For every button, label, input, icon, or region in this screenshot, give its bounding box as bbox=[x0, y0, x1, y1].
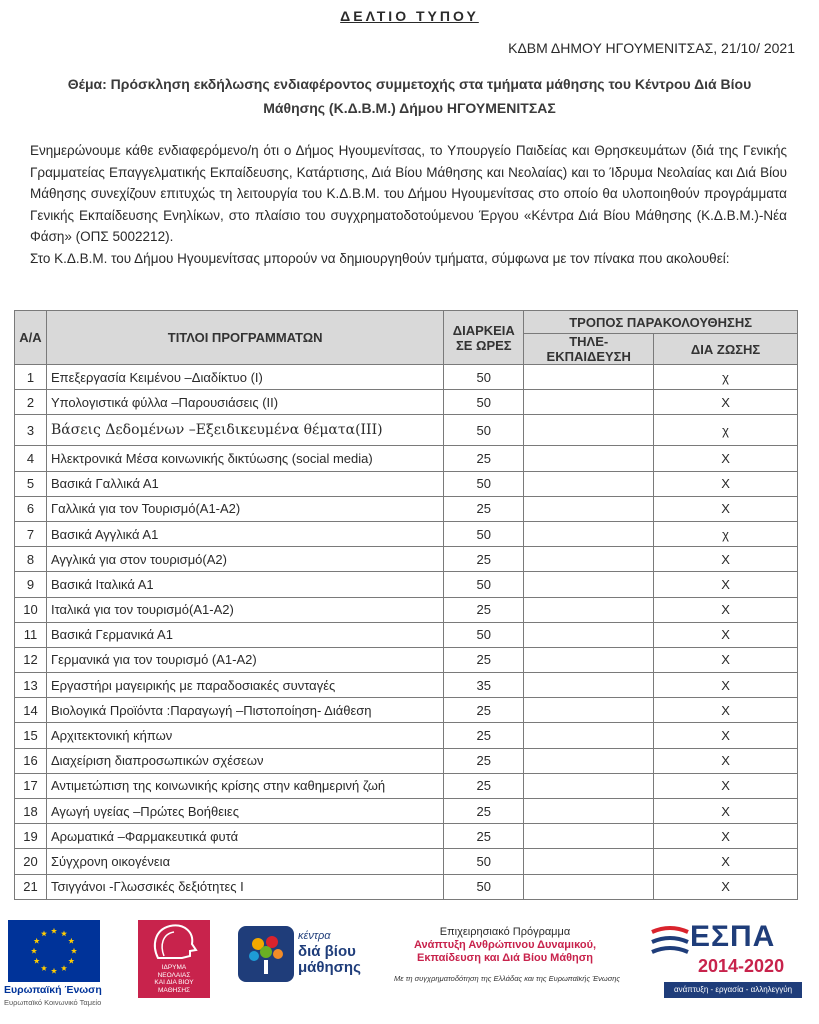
remote-mark bbox=[524, 748, 654, 773]
row-number: 21 bbox=[15, 874, 47, 899]
inedivim-logo bbox=[138, 920, 210, 998]
in-person-mark: Χ bbox=[654, 874, 798, 899]
in-person-mark: Χ bbox=[654, 698, 798, 723]
inedivim-line2: ΝΕΟΛΑΙΑΣ bbox=[157, 971, 191, 979]
header-duration bbox=[444, 311, 524, 365]
press-release-heading: ΔΕΛΤΙΟ ΤΥΠΟΥ bbox=[340, 8, 479, 24]
in-person-mark: Χ bbox=[654, 572, 798, 597]
remote-mark bbox=[524, 415, 654, 446]
program-title: Γαλλικά για τον Τουρισμό(Α1-Α2) bbox=[46, 496, 443, 521]
program-hours: 50 bbox=[444, 874, 524, 899]
program-title: Υπολογιστικά φύλλα –Παρουσιάσεις (ΙΙ) bbox=[46, 390, 443, 415]
program-title: Τσιγγάνοι -Γλωσσικές δεξιότητες Ι bbox=[46, 874, 443, 899]
remote-mark bbox=[524, 647, 654, 672]
remote-mark bbox=[524, 496, 654, 521]
program-hours: 50 bbox=[444, 622, 524, 647]
in-person-mark: Χ bbox=[654, 773, 798, 798]
operational-programme-logo bbox=[385, 926, 625, 965]
table-row bbox=[15, 597, 798, 622]
program-hours: 50 bbox=[444, 849, 524, 874]
eu-subcaption: Ευρωπαϊκό Κοινωνικό Ταμείο bbox=[4, 998, 102, 1007]
program-hours: 25 bbox=[444, 748, 524, 773]
remote-mark bbox=[524, 521, 654, 546]
program-title: Εργαστήρι μαγειρικής με παραδοσιακές συνταγές bbox=[46, 673, 443, 698]
kdvm-line2: μάθησης bbox=[298, 959, 361, 976]
inedivim-text bbox=[141, 964, 207, 994]
program-hours: 50 bbox=[444, 390, 524, 415]
eu-star-icon bbox=[71, 948, 77, 954]
program-title: Βασικά Γαλλικά Α1 bbox=[46, 471, 443, 496]
inedivim-line1: ΙΔΡΥΜΑ bbox=[161, 964, 187, 971]
program-hours: 25 bbox=[444, 547, 524, 572]
espa-tagline: ανάπτυξη - εργασία - αλληλεγγύη bbox=[664, 982, 802, 998]
in-person-mark: Χ bbox=[654, 723, 798, 748]
row-number: 14 bbox=[15, 698, 47, 723]
header-in-person: ΔΙΑ ΖΩΣΗΣ bbox=[654, 334, 798, 365]
program-title: Σύγχρονη οικογένεια bbox=[46, 849, 443, 874]
program-title: Αρχιτεκτονική κήπων bbox=[46, 723, 443, 748]
table-row bbox=[15, 471, 798, 496]
espa-waves-icon bbox=[650, 922, 690, 962]
row-number: 4 bbox=[15, 446, 47, 471]
table-row bbox=[15, 547, 798, 572]
remote-mark bbox=[524, 824, 654, 849]
in-person-mark: Χ bbox=[654, 673, 798, 698]
row-number: 19 bbox=[15, 824, 47, 849]
remote-mark bbox=[524, 723, 654, 748]
program-hours: 25 bbox=[444, 597, 524, 622]
remote-mark bbox=[524, 698, 654, 723]
in-person-mark: Χ bbox=[654, 824, 798, 849]
in-person-mark: Χ bbox=[654, 496, 798, 521]
remote-mark bbox=[524, 799, 654, 824]
espa-logo bbox=[650, 920, 810, 1006]
remote-mark bbox=[524, 572, 654, 597]
row-number: 16 bbox=[15, 748, 47, 773]
table-row bbox=[15, 446, 798, 471]
program-hours: 25 bbox=[444, 496, 524, 521]
programs-table-body bbox=[15, 365, 798, 900]
header-num: Α/Α bbox=[15, 311, 47, 365]
remote-mark bbox=[524, 673, 654, 698]
dateline: ΚΔΒΜ ΔΗΜΟΥ ΗΓΟΥΜΕΝΙΤΣΑΣ, 21/10/ 2021 bbox=[508, 40, 795, 56]
remote-mark bbox=[524, 390, 654, 415]
eu-star-icon bbox=[51, 928, 57, 934]
table-row bbox=[15, 622, 798, 647]
in-person-mark: Χ bbox=[654, 547, 798, 572]
row-number: 3 bbox=[15, 415, 47, 446]
program-hours: 25 bbox=[444, 773, 524, 798]
row-number: 11 bbox=[15, 622, 47, 647]
eu-star-icon bbox=[34, 938, 40, 944]
remote-mark bbox=[524, 773, 654, 798]
in-person-mark: Χ bbox=[654, 471, 798, 496]
program-title: Επεξεργασία Κειμένου –Διαδίκτυο (Ι) bbox=[46, 365, 443, 390]
remote-mark bbox=[524, 365, 654, 390]
table-row bbox=[15, 698, 798, 723]
program-title: Ιταλικά για τον τουρισμό(Α1-Α2) bbox=[46, 597, 443, 622]
row-number: 5 bbox=[15, 471, 47, 496]
header-title: ΤΙΤΛΟΙ ΠΡΟΓΡΑΜΜΑΤΩΝ bbox=[46, 311, 443, 365]
program-hours: 25 bbox=[444, 824, 524, 849]
table-row bbox=[15, 723, 798, 748]
header-mode: ΤΡΟΠΟΣ ΠΑΡΑΚΟΛΟΥΘΗΣΗΣ bbox=[524, 311, 798, 334]
eu-stars-icon bbox=[8, 920, 100, 982]
table-row bbox=[15, 572, 798, 597]
program-title: Βασικά Ιταλικά Α1 bbox=[46, 572, 443, 597]
eu-caption: Ευρωπαϊκή Ένωση bbox=[4, 984, 102, 996]
eu-star-icon bbox=[34, 958, 40, 964]
op-line2: Ανάπτυξη Ανθρώπινου Δυναμικού, bbox=[413, 939, 597, 951]
program-hours: 50 bbox=[444, 572, 524, 597]
table-row bbox=[15, 521, 798, 546]
program-title: Γερμανικά για τον τουρισμό (Α1-Α2) bbox=[46, 647, 443, 672]
subject bbox=[30, 72, 789, 120]
program-title: Αντιμετώπιση της κοινωνικής κρίσης στην καθημερινή ζωή bbox=[46, 773, 443, 798]
table-row bbox=[15, 415, 798, 446]
head-silhouette-icon bbox=[138, 920, 210, 960]
row-number: 1 bbox=[15, 365, 47, 390]
program-hours: 25 bbox=[444, 799, 524, 824]
eu-star-icon bbox=[41, 965, 47, 971]
header-duration-line1: ΔΙΑΡΚΕΙΑ bbox=[452, 322, 515, 338]
table-row bbox=[15, 647, 798, 672]
tree-icon bbox=[238, 926, 294, 982]
table-row bbox=[15, 849, 798, 874]
row-number: 6 bbox=[15, 496, 47, 521]
kdvm-line1: διά βίου bbox=[298, 943, 356, 960]
remote-mark bbox=[524, 849, 654, 874]
paragraph-intro: Ενημερώνουμε κάθε ενδιαφερόμενο/η ότι ο Δήμος Ηγουμενίτσας, το Υπουργείο Παιδείας και Θρησκευμάτων (διά της Γενικής Γραμματείας Επαγγελματικής Εκπαίδευσης, Κατάρτισης, Διά Βίου Μάθησης και Νεολαίας) και το Ίδρυμα Νεολαίας και Διά Βίου Μάθησης συνεχίζουν επιτυχώς τη λειτουργία του Κ.Δ.Β.Μ. του Δήμου Ηγουμενίτσας στο οποίο θα υλοποιηθούν προγράμματα Γενικής Εκπαίδευσης Ενηλίκων, στο πλαίσιο του συγχρηματοδοτούμενου Έργου «Κέντρα Διά Βίου Μάθησης (Κ.Δ.Β.Μ.)-Νέα Φάση» (ΟΠΣ 5002212). bbox=[30, 143, 787, 245]
program-title: Αρωματικά –Φαρμακευτικά φυτά bbox=[46, 824, 443, 849]
program-hours: 50 bbox=[444, 365, 524, 390]
remote-mark bbox=[524, 446, 654, 471]
table-row bbox=[15, 748, 798, 773]
table-row bbox=[15, 673, 798, 698]
row-number: 17 bbox=[15, 773, 47, 798]
table-row bbox=[15, 365, 798, 390]
table-row bbox=[15, 824, 798, 849]
inedivim-line4: ΜΑΘΗΣΗΣ bbox=[157, 986, 191, 994]
programs-table bbox=[14, 310, 798, 900]
table-row bbox=[15, 496, 798, 521]
row-number: 18 bbox=[15, 799, 47, 824]
program-title: Βάσεις Δεδομένων –Εξειδικευμένα θέματα(ΙΙΙ) bbox=[46, 415, 443, 446]
program-title: Βασικά Αγγλικά Α1 bbox=[46, 521, 443, 546]
in-person-mark: Χ bbox=[654, 748, 798, 773]
program-hours: 25 bbox=[444, 723, 524, 748]
program-hours: 50 bbox=[444, 521, 524, 546]
in-person-mark: Χ bbox=[654, 849, 798, 874]
program-title: Βιολογικά Προϊόντα :Παραγωγή –Πιστοποίηση- Διάθεση bbox=[46, 698, 443, 723]
header-duration-line2: ΣΕ ΩΡΕΣ bbox=[455, 337, 512, 353]
in-person-mark: χ bbox=[654, 521, 798, 546]
in-person-mark: χ bbox=[654, 365, 798, 390]
program-title: Αγγλικά για στον τουρισμό(Α2) bbox=[46, 547, 443, 572]
eu-star-icon bbox=[51, 968, 57, 974]
table-row bbox=[15, 773, 798, 798]
in-person-mark: χ bbox=[654, 415, 798, 446]
program-title: Βασικά Γερμανικά Α1 bbox=[46, 622, 443, 647]
op-line1: Επιχειρησιακό Πρόγραμμα bbox=[439, 926, 571, 938]
program-hours: 25 bbox=[444, 647, 524, 672]
row-number: 10 bbox=[15, 597, 47, 622]
eu-star-icon bbox=[68, 938, 74, 944]
table-row bbox=[15, 390, 798, 415]
row-number: 20 bbox=[15, 849, 47, 874]
in-person-mark: Χ bbox=[654, 597, 798, 622]
inedivim-line3: ΚΑΙ ΔΙΑ ΒΙΟΥ bbox=[154, 979, 194, 986]
body-text bbox=[30, 140, 787, 270]
kdvm-small: κέντρα bbox=[298, 930, 331, 942]
remote-mark bbox=[524, 547, 654, 572]
program-hours: 25 bbox=[444, 698, 524, 723]
program-title: Αγωγή υγείας –Πρώτες Βοήθειες bbox=[46, 799, 443, 824]
table-row bbox=[15, 799, 798, 824]
eu-flag-logo bbox=[8, 920, 100, 982]
in-person-mark: Χ bbox=[654, 622, 798, 647]
row-number: 8 bbox=[15, 547, 47, 572]
in-person-mark: Χ bbox=[654, 647, 798, 672]
eu-star-icon bbox=[61, 930, 67, 936]
remote-mark bbox=[524, 471, 654, 496]
table-row bbox=[15, 874, 798, 899]
program-hours: 50 bbox=[444, 471, 524, 496]
espa-word: ΕΣΠΑ bbox=[690, 920, 776, 953]
eu-star-icon bbox=[41, 930, 47, 936]
remote-mark bbox=[524, 622, 654, 647]
eu-star-icon bbox=[61, 965, 67, 971]
header-remote: ΤΗΛΕ-ΕΚΠΑΙΔΕΥΣΗ bbox=[524, 334, 654, 365]
row-number: 13 bbox=[15, 673, 47, 698]
eu-star-icon bbox=[31, 948, 37, 954]
remote-mark bbox=[524, 874, 654, 899]
row-number: 15 bbox=[15, 723, 47, 748]
in-person-mark: Χ bbox=[654, 390, 798, 415]
row-number: 9 bbox=[15, 572, 47, 597]
in-person-mark: Χ bbox=[654, 799, 798, 824]
paragraph-table-intro: Στο Κ.Δ.Β.Μ. του Δήμου Ηγουμενίτσας μπορούν να δημιουργηθούν τμήματα, σύμφωνα με τον πίνακα που ακολουθεί: bbox=[30, 250, 730, 266]
remote-mark bbox=[524, 597, 654, 622]
program-hours: 50 bbox=[444, 415, 524, 446]
footer-logos bbox=[0, 912, 819, 1024]
program-title: Ηλεκτρονικά Μέσα κοινωνικής δικτύωσης (social media) bbox=[46, 446, 443, 471]
subject-line-1: Θέμα: Πρόσκληση εκδήλωσης ενδιαφέροντος συμμετοχής στα τμήματα μάθησης του Κέντρου Διά Βίου bbox=[67, 76, 752, 92]
kdvm-logo-text bbox=[298, 928, 361, 976]
op-line3: Εκπαίδευση και Διά Βίου Μάθηση bbox=[416, 952, 594, 964]
subject-line-2: Μάθησης (Κ.Δ.Β.Μ.) Δήμου ΗΓΟΥΜΕΝΙΤΣΑΣ bbox=[263, 100, 556, 116]
cofinancing-note: Με τη συγχρηματοδότηση της Ελλάδας και της Ευρωπαϊκής Ένωσης bbox=[393, 974, 621, 983]
row-number: 7 bbox=[15, 521, 47, 546]
eu-star-icon bbox=[68, 958, 74, 964]
row-number: 12 bbox=[15, 647, 47, 672]
espa-years: 2014-2020 bbox=[698, 956, 785, 976]
program-hours: 25 bbox=[444, 446, 524, 471]
program-hours: 35 bbox=[444, 673, 524, 698]
program-title: Διαχείριση διαπροσωπικών σχέσεων bbox=[46, 748, 443, 773]
row-number: 2 bbox=[15, 390, 47, 415]
in-person-mark: Χ bbox=[654, 446, 798, 471]
